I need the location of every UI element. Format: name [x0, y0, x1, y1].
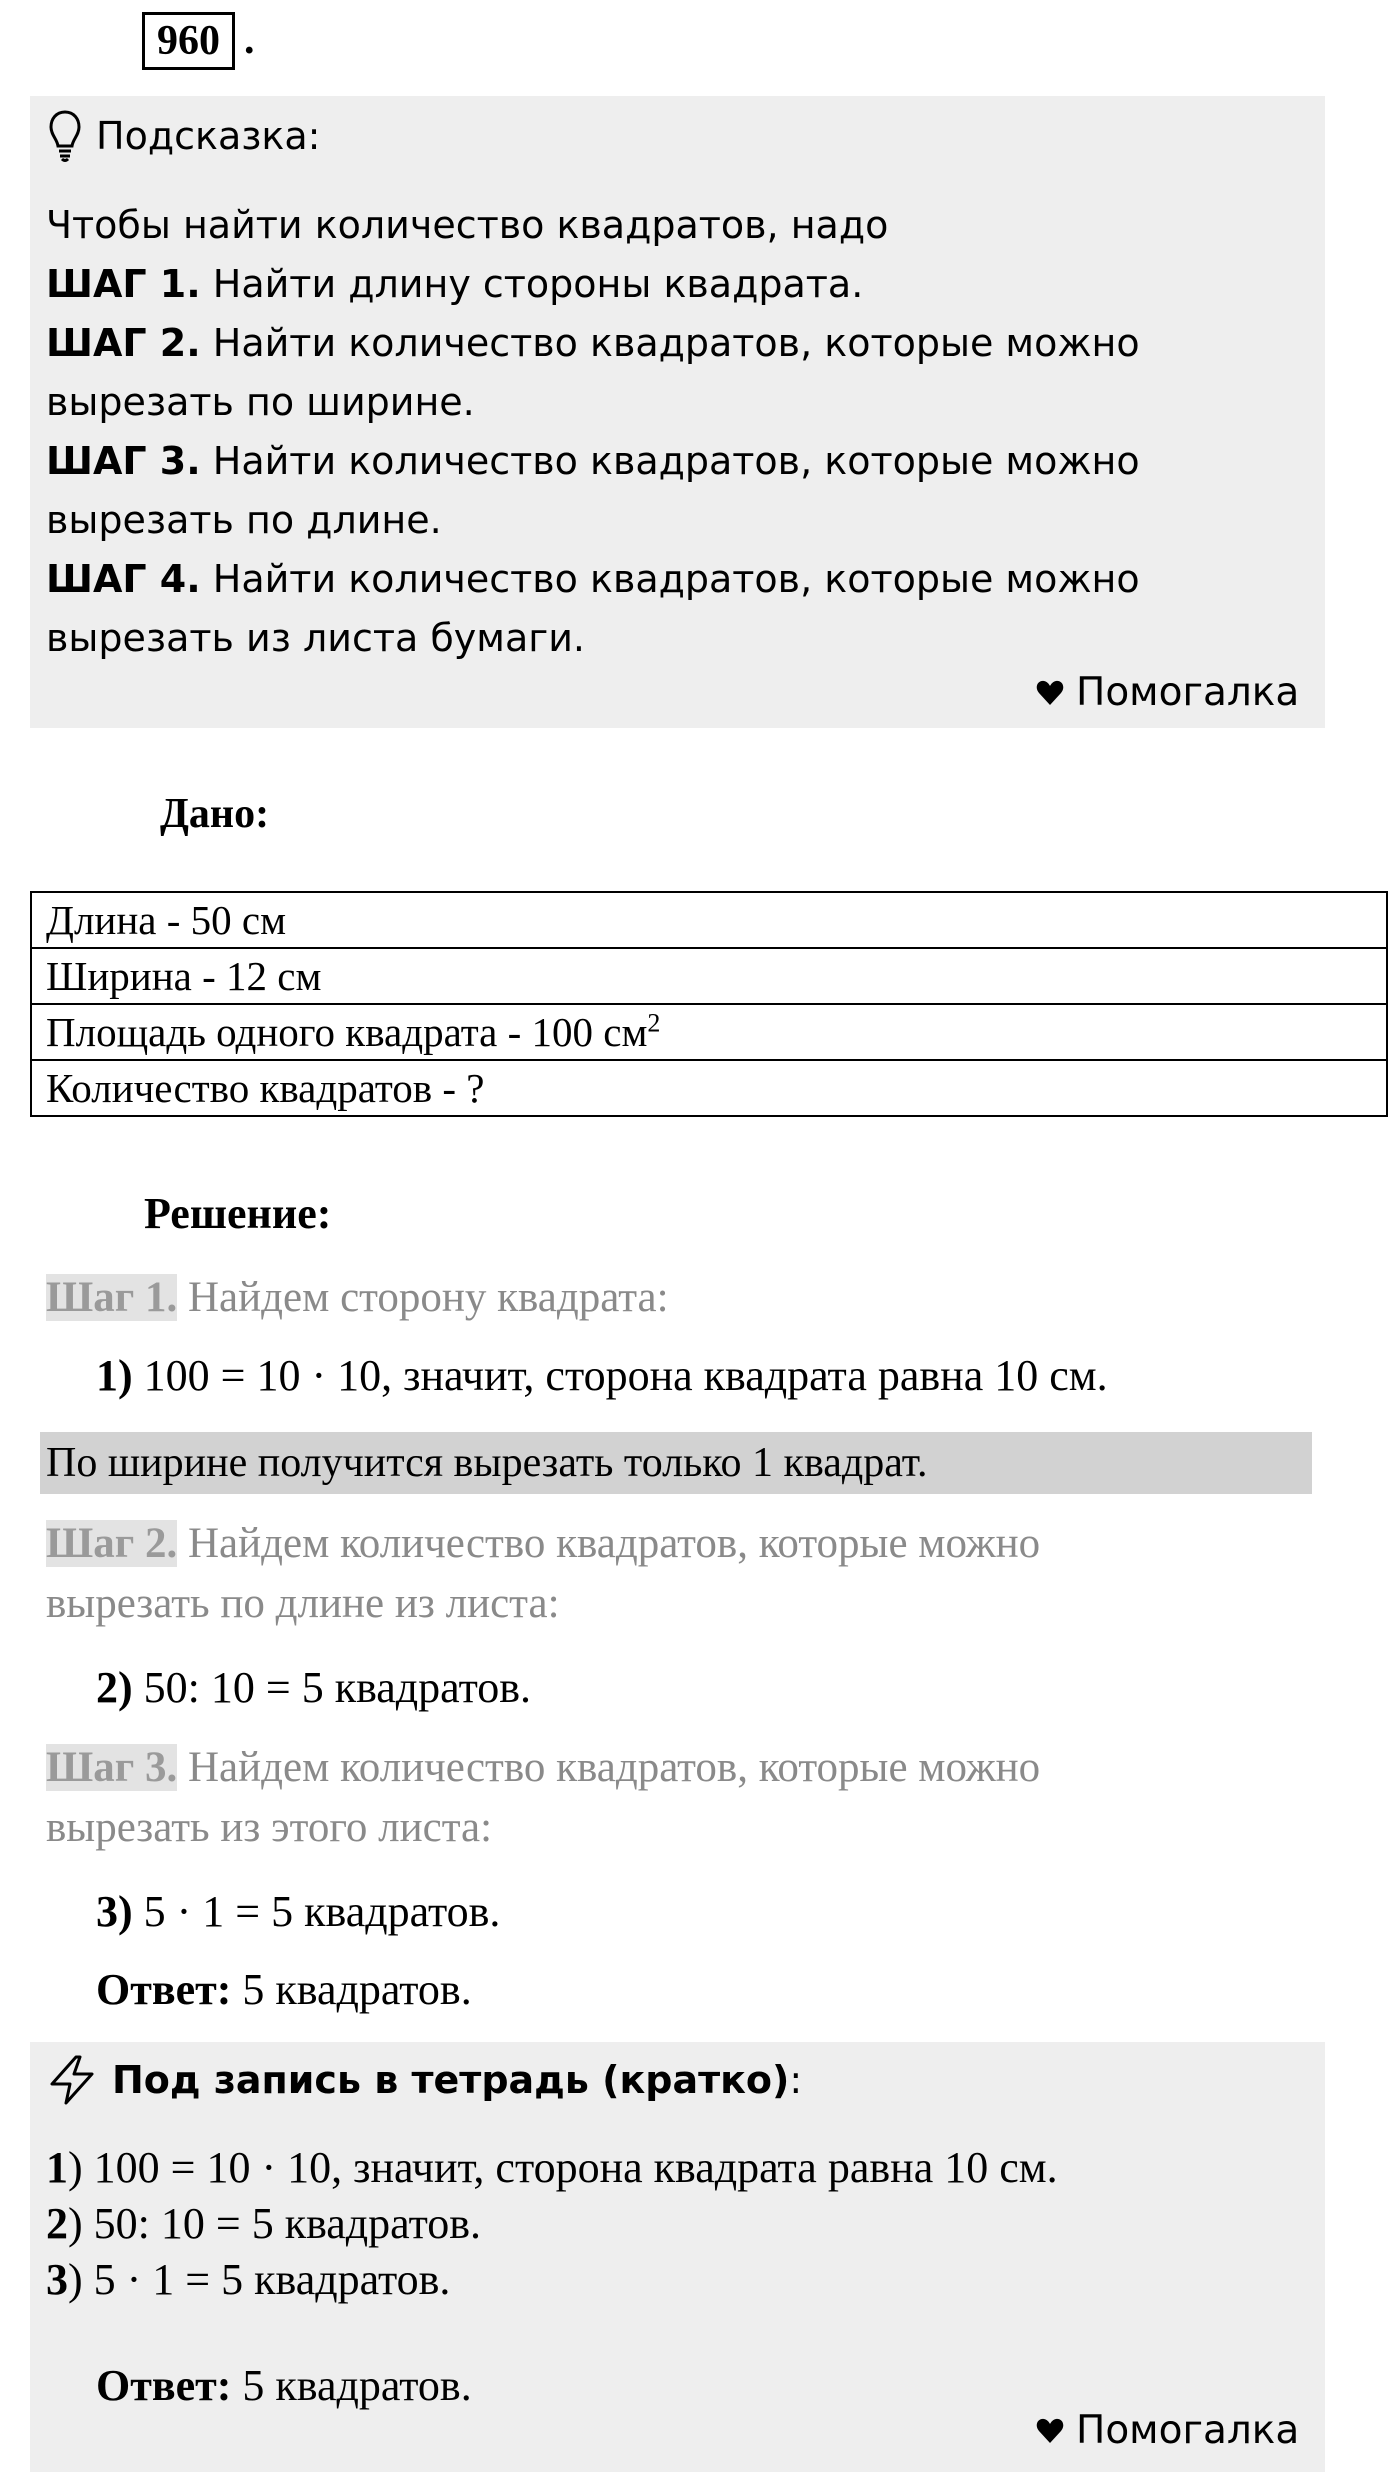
step-text: Найдем количество квадратов, которые можно: [177, 1744, 1041, 1791]
hint-step-text: Найти количество квадратов, которые можно: [200, 321, 1140, 365]
answer-label: Ответ:: [96, 1965, 232, 2014]
step-text-cont: вырезать по длине из листа:: [46, 1580, 560, 1627]
hint-step-text: Найти количество квадратов, которые можно: [200, 557, 1140, 601]
calc-2: [96, 1658, 531, 1718]
hint-step-text: Найти количество квадратов, которые можно: [200, 439, 1140, 483]
credit-label: Помогалка: [1076, 670, 1300, 715]
given-row: [31, 1004, 1387, 1060]
hint-step-2-cont: вырезать по ширине.: [46, 380, 475, 424]
notebook-lines: [46, 2140, 1058, 2308]
step-label: Шаг 2.: [46, 1520, 178, 1567]
hint-text: [46, 196, 1286, 668]
given-row: [31, 892, 1387, 948]
answer-label: Ответ:: [96, 2361, 232, 2410]
step-text: Найдем сторону квадрата:: [177, 1274, 669, 1321]
heart-icon: [1036, 680, 1064, 706]
given-table: [30, 891, 1388, 1117]
task-number-dot: .: [244, 17, 255, 63]
notebook-line-2: [46, 2196, 1058, 2252]
solution-step-1: [46, 1268, 1346, 1328]
given-cell: Ширина - 12 см: [31, 948, 1387, 1004]
notebook-line-1: [46, 2140, 1058, 2196]
solution-step-2: [46, 1514, 1346, 1634]
hint-step-2: [46, 314, 1286, 373]
given-cell: Площадь одного квадрата - 100 $см^2$: [31, 1004, 1387, 1060]
answer-text: 5 квадратов.: [231, 2361, 472, 2410]
notebook-credit[interactable]: [1036, 2408, 1299, 2453]
notebook-header: [46, 2050, 802, 2110]
hint-header: [48, 106, 320, 166]
calc-3: [96, 1882, 500, 1942]
hint-step-label: ШАГ 2.: [46, 321, 201, 365]
solution-title: Решение:: [144, 1189, 332, 1238]
given-cell: Количество квадратов - ?: [31, 1060, 1387, 1116]
line-text: ) 5 · 1 = 5 квадратов.: [68, 2255, 451, 2304]
step-label: Шаг 1.: [46, 1274, 178, 1321]
notebook-line-3: [46, 2252, 1058, 2308]
line-number: 1: [46, 2143, 68, 2192]
step-label: Шаг 3.: [46, 1744, 178, 1791]
hint-step-4-cont: вырезать из листа бумаги.: [46, 616, 585, 660]
lightbulb-icon: [48, 109, 82, 163]
notebook-answer: [96, 2356, 472, 2416]
given-cell: Длина - 50 см: [31, 892, 1387, 948]
solution-step-3: [46, 1738, 1346, 1858]
hint-title: Подсказка:: [96, 114, 321, 158]
hint-step-1: [46, 255, 1286, 314]
credit-label: Помогалка: [1076, 2408, 1300, 2453]
hint-step-label: ШАГ 1.: [46, 262, 201, 306]
hint-step-3: [46, 432, 1286, 491]
given-row: [31, 1060, 1387, 1116]
hint-step-3-cont: вырезать по длине.: [46, 498, 442, 542]
hint-step-text: Найти длину стороны квадрата.: [200, 262, 864, 306]
hint-step-label: ШАГ 3.: [46, 439, 201, 483]
step-text-cont: вырезать из этого листа:: [46, 1804, 493, 1851]
notebook-title-colon: :: [789, 2058, 803, 2102]
hint-credit[interactable]: [1036, 670, 1299, 715]
calc-number: 1): [96, 1351, 133, 1400]
line-number: 2: [46, 2199, 68, 2248]
given-row: [31, 948, 1387, 1004]
notebook-title: Под запись в тетрадь (кратко): [112, 2058, 790, 2102]
line-number: 3: [46, 2255, 68, 2304]
answer-text: 5 квадратов.: [231, 1965, 472, 2014]
heart-icon: [1036, 2418, 1064, 2444]
superscript: 2: [647, 1008, 661, 1038]
hint-step-4: [46, 550, 1286, 609]
calc-text: 5 · 1 = 5 квадратов.: [132, 1887, 501, 1936]
line-text: ) 50: 10 = 5 квадратов.: [68, 2199, 481, 2248]
calc-text: 50: 10 = 5 квадратов.: [132, 1663, 531, 1712]
step-text: Найдем количество квадратов, которые можно: [177, 1520, 1041, 1567]
line-text: ) 100 = 10 · 10, значит, сторона квадрата равна 10 см.: [68, 2143, 1058, 2192]
hint-step-label: ШАГ 4.: [46, 557, 201, 601]
given-title: Дано:: [160, 791, 270, 837]
calc-number: 2): [96, 1663, 133, 1712]
solution-answer: [96, 1960, 472, 2020]
task-number: 960: [142, 12, 235, 70]
hint-intro: Чтобы найти количество квадратов, надо: [46, 203, 889, 247]
calc-text: 100 = 10 · 10, значит, сторона квадрата равна 10 см.: [132, 1351, 1108, 1400]
calc-1: [96, 1346, 1108, 1406]
width-note: По ширине получится вырезать только 1 квадрат.: [40, 1432, 1312, 1494]
lightning-icon: [46, 2054, 98, 2106]
calc-number: 3): [96, 1887, 133, 1936]
